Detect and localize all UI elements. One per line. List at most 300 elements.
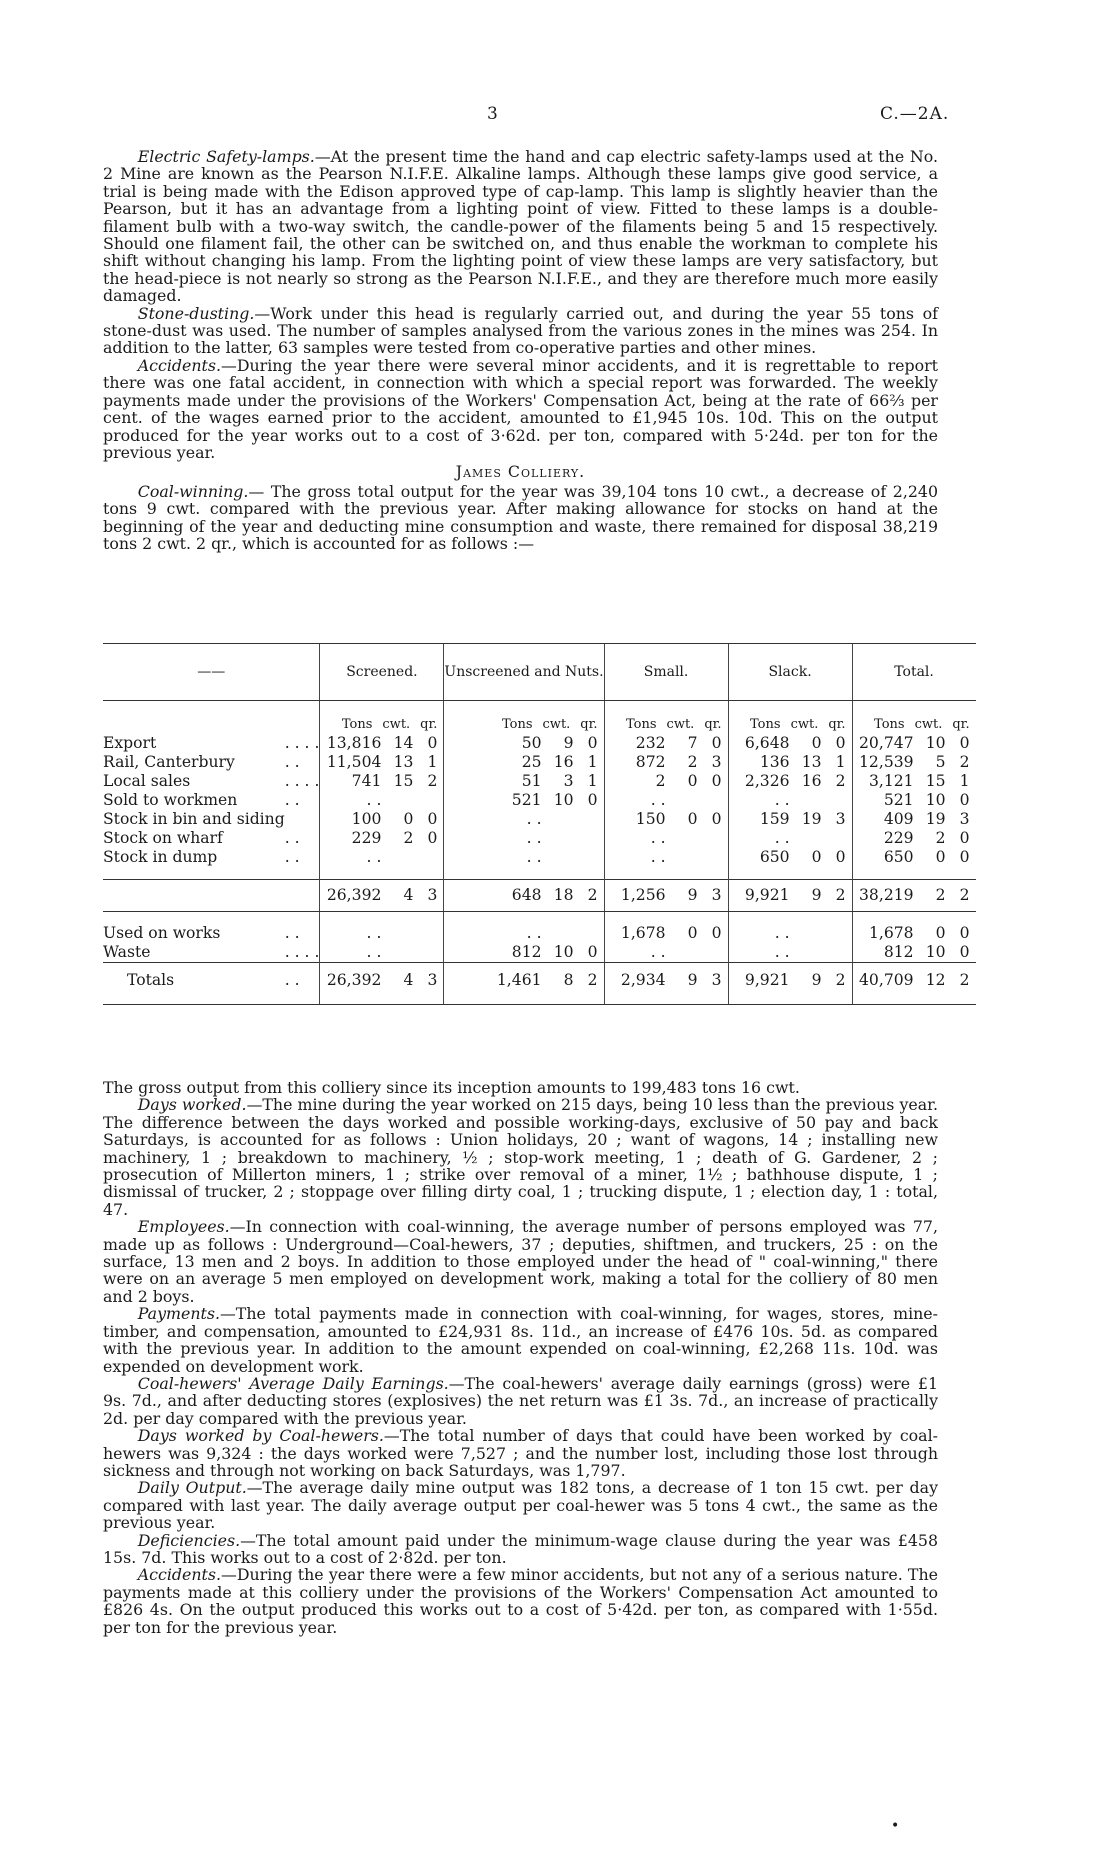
cell-cwt [676, 829, 698, 848]
cell-cwt: 0 [811, 734, 822, 752]
row-leader: . . [284, 791, 300, 809]
cell-tons: 650 [883, 848, 914, 866]
row-label: Rail, Canterbury [103, 753, 235, 771]
cell-qr: 1 [427, 753, 438, 771]
cell-tons: 13,816 [326, 734, 382, 752]
paragraph-body: —The total number of days that could have been worked by coal-hewers was 9,324 : the days worked were 7,527 ; and the number lost, including those lost through sickness and through not working on back Saturdays, was 1,797. [103, 1426, 938, 1480]
paragraph-daily-output [103, 1479, 938, 1531]
cell-tons: . . [526, 924, 542, 942]
cell-cwt [391, 791, 413, 810]
cell-cwt: 15 [925, 772, 946, 790]
table-cell [320, 963, 444, 1005]
table-cell [728, 791, 852, 810]
table-cell [852, 924, 976, 943]
cell-cwt: 9 [563, 734, 574, 752]
cell-cwt: 2 [687, 753, 698, 771]
cell-tons: 229 [883, 829, 914, 847]
paragraph-lead: Coal-hewers' Average Daily Earnings. [137, 1373, 449, 1393]
paragraph-body: —The total amount paid under the minimum-wage clause during the year was £458 15s. 7d. This works out to a cost of 2·82d. per ton. [103, 1530, 938, 1567]
row-leader: . . . . [284, 943, 320, 961]
table-row [103, 829, 976, 848]
cell-cwt [391, 924, 413, 943]
paragraph-days-worked-hewers [103, 1427, 938, 1479]
paragraph-lead: Employees. [137, 1217, 230, 1237]
unit-qr: qr. [828, 717, 846, 732]
table-cell [728, 810, 852, 829]
cell-qr [584, 848, 598, 867]
table-cell [852, 810, 976, 829]
cell-tons: 159 [759, 810, 790, 828]
unit-cwt: cwt. [666, 717, 695, 732]
cell-tons: 650 [759, 848, 790, 866]
table-cell [604, 848, 728, 867]
cell-tons: 2,326 [744, 772, 790, 790]
col-header: Small. [604, 644, 728, 701]
paragraph-daily-earnings [103, 1375, 938, 1427]
cell-tons: 521 [511, 791, 542, 809]
table-cell [320, 791, 444, 810]
cell-cwt: 0 [687, 924, 698, 942]
cell-cwt: 19 [801, 810, 822, 828]
cell-cwt: 5 [935, 753, 946, 771]
table-cell [604, 810, 728, 829]
paragraph-stone-dusting [103, 305, 938, 357]
cell-tons: . . [526, 810, 542, 828]
paragraph-lead: Accidents. [137, 355, 222, 375]
table-cell [728, 880, 852, 912]
table-cell [604, 829, 728, 848]
cell-tons: . . [774, 943, 790, 961]
table-cell [852, 880, 976, 912]
cell-tons: 741 [351, 772, 382, 790]
cell-qr: 0 [587, 943, 598, 961]
table-cell [728, 848, 852, 867]
cell-qr: 1 [587, 753, 598, 771]
row-leader: . . . . [284, 772, 320, 790]
cell-qr [832, 829, 846, 848]
cell-qr: 2 [959, 753, 970, 771]
footer-mark: • [891, 1818, 900, 1834]
table-cell [320, 880, 444, 912]
lower-text-block [103, 1079, 938, 1636]
table-row [103, 753, 976, 772]
cell-qr [584, 924, 598, 943]
cell-cwt: 10 [925, 791, 946, 809]
cell-qr: 0 [959, 924, 970, 942]
paragraph-body: —At the present time the hand and cap electric safety-lamps used at the No. 2 Mine are known as the Pearson N.I.F.E. Alkaline lamps. Although these lamps give good service, a trial is being made with the Edison approved type of cap-lamp. This lamp is slightly heavier than the Pearson, but it has an advantage from a lighting point of view. Fitted to these lamps is a double-filament bulb with a two-way switch, the candle-power of the filaments being 5 and 15 respectively. Should one filament fail, the other can be switched on, and thus enable the workman to complete his shift without changing his lamp. From the lighting point of view these lamps are very satisfactory, but the head-piece is not nearly so strong as the Pearson N.I.F.E., and they are therefore much more easily damaged. [103, 147, 938, 306]
table-cell [852, 848, 976, 867]
cell-cwt: 9 [687, 886, 698, 904]
cell-tons: 232 [635, 734, 666, 752]
table-cell [320, 848, 444, 867]
table-row [103, 734, 976, 753]
cell-tons: . . [366, 924, 382, 942]
cell-cwt: 9 [811, 886, 822, 904]
table-cell [444, 734, 604, 753]
cell-cwt: 0 [935, 924, 946, 942]
cell-tons: 150 [635, 810, 666, 828]
subtotal-row [103, 880, 976, 912]
cell-tons: 11,504 [326, 753, 382, 771]
cell-tons: 136 [759, 753, 790, 771]
cell-cwt [552, 924, 574, 943]
table-cell [604, 943, 728, 963]
col-header: Slack. [728, 644, 852, 701]
disposal-table [103, 643, 970, 1005]
row-label: Stock in dump [103, 848, 218, 866]
unit-qr: qr. [952, 717, 970, 732]
cell-cwt: 0 [403, 810, 414, 828]
cell-qr: 2 [835, 772, 846, 790]
cell-qr [708, 829, 722, 848]
cell-qr: 0 [587, 734, 598, 752]
paragraph-accidents [103, 357, 938, 461]
table-cell [604, 924, 728, 943]
table-cell [852, 753, 976, 772]
table-cell [604, 772, 728, 791]
cell-cwt [552, 810, 574, 829]
cell-tons: 40,709 [859, 971, 914, 989]
cell-cwt [800, 829, 822, 848]
paragraph-lead: Days worked by Coal-hewers. [137, 1426, 384, 1446]
paragraph-body: —The average daily mine output was 182 tons, a decrease of 1 ton 15 cwt. per day compared with last year. The daily average output per coal-hewer was 5 tons 4 cwt., the same as the previous year. [103, 1478, 938, 1533]
table-cell [604, 880, 728, 912]
unit-tons: Tons [874, 717, 905, 732]
cell-tons: . . [650, 829, 666, 847]
cell-cwt: 9 [687, 971, 698, 989]
cell-qr: 2 [959, 886, 970, 904]
cell-tons: 25 [521, 753, 542, 771]
cell-tons: . . [650, 791, 666, 809]
cell-cwt: 0 [811, 848, 822, 866]
cell-cwt: 18 [553, 886, 574, 904]
paragraph-lead: Daily Output. [137, 1478, 247, 1498]
cell-tons: 409 [883, 810, 914, 828]
cell-qr: 0 [711, 924, 722, 942]
unit-cwt: cwt. [382, 717, 411, 732]
row-label: Stock in bin and siding [103, 810, 285, 828]
cell-qr: 2 [587, 886, 598, 904]
paragraph-lead: Coal-winning. [137, 481, 249, 501]
cell-cwt [391, 848, 413, 867]
cell-cwt: 19 [925, 810, 946, 828]
cell-qr: 3 [711, 971, 722, 989]
cell-qr [832, 924, 846, 943]
row-label: Stock on wharf [103, 829, 223, 847]
cell-cwt: 13 [393, 753, 414, 771]
paragraph-lead: Payments. [137, 1304, 220, 1324]
paragraph-body: —Work under this head is regularly carried out, and during the year 55 tons of stone-dust was used. The number of samples analysed from the various zones in the mines was 254. In addition to the latter, 63 samples were tested from co-operative parties and other mines. [103, 303, 938, 358]
cell-cwt: 16 [801, 772, 822, 790]
row-label: Waste [103, 943, 151, 961]
table-cell [444, 791, 604, 810]
paragraph-body: —During the year there were several minor accidents, and it is regrettable to report there was one fatal accident, in connection with which a special report was forwarded. The weekly payments made under the provisions of the Workers' Compensation Act, being at the rate of 66⅔ per cent. of the wages earned prior to the accident, amounted to £1,945 10s. 10d. This on the output produced for the year works out to a cost of 3·62d. per ton, compared with 5·24d. per ton for the previous year. [103, 355, 938, 462]
col-header: Screened. [320, 644, 444, 701]
cell-tons: . . [366, 791, 382, 809]
cell-tons: 9,921 [744, 886, 790, 904]
cell-qr: 0 [711, 734, 722, 752]
cell-cwt [552, 848, 574, 867]
cell-tons: . . [774, 829, 790, 847]
unit-tons: Tons [626, 717, 657, 732]
cell-qr: 2 [835, 971, 846, 989]
cell-tons: 20,747 [859, 734, 914, 752]
cell-cwt [800, 943, 822, 962]
cell-tons: 1,461 [496, 971, 542, 989]
cell-cwt [676, 943, 698, 962]
cell-tons: . . [774, 924, 790, 942]
paragraph-body: —The total payments made in connection with coal-winning, for wages, stores, mine-timber, and compensation, amounted to £24,931 8s. 11d., an increase of £476 10s. 5d. as compared with the previous year. In addition to the amount expended on coal-winning, £2,268 11s. 10d. was expended on development work. [103, 1304, 938, 1376]
units-row [103, 701, 976, 735]
cell-tons: 1,678 [620, 924, 666, 942]
cell-tons: . . [650, 848, 666, 866]
cell-cwt: 12 [925, 971, 946, 989]
table-cell [852, 734, 976, 753]
cell-qr: 3 [959, 810, 970, 828]
cell-qr: 3 [427, 886, 438, 904]
cell-qr: 0 [427, 829, 438, 847]
paragraph-safety-lamps [103, 148, 938, 305]
cell-qr [584, 829, 598, 848]
unit-tons: Tons [341, 717, 373, 732]
table-cell [320, 943, 444, 963]
cell-qr: 1 [959, 772, 970, 790]
table-cell [320, 734, 444, 753]
table-cell [852, 791, 976, 810]
cell-qr [708, 791, 722, 810]
cell-tons: 872 [635, 753, 666, 771]
paragraph-body: —The coal-hewers' average daily earnings (gross) were £1 9s. 7d., and after deducting stores (explosives) the net return was £1 3s. 7d., an increase of practically 2d. per day compared with the previous year. [103, 1373, 938, 1428]
cell-cwt: 10 [553, 791, 574, 809]
cell-qr [832, 943, 846, 962]
paragraph-payments [103, 1305, 938, 1375]
row-leader: . . [284, 753, 300, 771]
cell-cwt: 15 [393, 772, 414, 790]
cell-tons: 6,648 [744, 734, 790, 752]
cell-tons: . . [366, 848, 382, 866]
section-title: James Colliery. [455, 462, 586, 482]
cell-cwt: 2 [935, 886, 946, 904]
table-cell [852, 963, 976, 1005]
cell-cwt: 16 [553, 753, 574, 771]
unit-qr: qr. [580, 717, 598, 732]
cell-cwt: 7 [687, 734, 698, 752]
cell-tons: 100 [351, 810, 382, 828]
cell-tons: 3,121 [868, 772, 914, 790]
cell-cwt [800, 924, 822, 943]
cell-cwt: 0 [687, 772, 698, 790]
cell-tons: 1,256 [620, 886, 666, 904]
row-label: Used on works [103, 924, 221, 942]
cell-qr: 0 [959, 943, 970, 961]
table-corner: —— [103, 644, 320, 701]
table-row [103, 848, 976, 867]
paragraph-employees [103, 1218, 938, 1305]
table-row [103, 791, 976, 810]
cell-tons: 2,934 [620, 971, 666, 989]
table-cell [852, 772, 976, 791]
cell-cwt: 9 [811, 971, 822, 989]
cell-cwt: 13 [801, 753, 822, 771]
cell-cwt [676, 791, 698, 810]
table-cell [444, 772, 604, 791]
table-row [103, 772, 976, 791]
table-cell [444, 880, 604, 912]
table-cell [320, 829, 444, 848]
upper-text-block [103, 148, 938, 552]
cell-cwt: 4 [403, 971, 414, 989]
table-row [103, 924, 976, 943]
cell-qr: 2 [427, 772, 438, 790]
table-cell [444, 753, 604, 772]
row-leader: . . [284, 924, 300, 942]
cell-qr: 1 [587, 772, 598, 790]
paragraph-coal-winning [103, 483, 938, 553]
table-cell [852, 829, 976, 848]
paragraph-body: —During the year there were a few minor accidents, but not any of a serious nature. The payments made at this colliery under the provisions of the Workers' Compensation Act amounted to £826 4s. On the output produced this works out to a cost of 5·42d. per ton, as compared with 1·55d. per ton for the previous year. [103, 1565, 938, 1637]
table-cell [320, 772, 444, 791]
table-cell [444, 943, 604, 963]
cell-qr: 0 [959, 791, 970, 809]
cell-tons: 2 [655, 772, 666, 790]
cell-tons: . . [650, 943, 666, 961]
table-cell [320, 753, 444, 772]
table-cell [444, 848, 604, 867]
cell-qr: 0 [959, 734, 970, 752]
cell-qr: 0 [427, 810, 438, 828]
paragraph-body: —In connection with coal-winning, the average number of persons employed was 77, made up as follows : Underground—Coal-hewers, 37 ; deputies, shiftmen, and truckers, 25 : on the surface, 13 men and 2 boys. In addition to those employed under the head of " coal-winning," there were on an average 5 men employed on development work, making a total for the colliery of 80 men and 2 boys. [103, 1217, 938, 1306]
col-header: Total. [852, 644, 976, 701]
table-cell [444, 924, 604, 943]
totals-row [103, 963, 976, 1005]
cell-cwt: 0 [687, 810, 698, 828]
paragraph-gross-output: The gross output from this colliery since its inception amounts to 199,483 tons 16 cwt. [103, 1078, 800, 1097]
paragraph-accidents-james [103, 1566, 938, 1636]
cell-qr: 2 [587, 971, 598, 989]
cell-qr: 2 [835, 886, 846, 904]
table-cell [604, 753, 728, 772]
row-label: Local sales [103, 772, 191, 790]
page-number: 3 [487, 104, 498, 124]
cell-qr: 0 [427, 734, 438, 752]
cell-qr: 0 [959, 848, 970, 866]
cell-cwt [391, 943, 413, 962]
paragraph-lead: Days worked. [137, 1095, 247, 1115]
paragraph-deficiencies [103, 1532, 938, 1567]
table-row [103, 810, 976, 829]
unit-cwt: cwt. [914, 717, 943, 732]
table-row [103, 943, 976, 963]
unit-tons: Tons [501, 717, 533, 732]
cell-tons: 51 [521, 772, 542, 790]
row-leader: . . . . [284, 734, 320, 752]
table-cell [728, 963, 852, 1005]
cell-qr [423, 924, 437, 943]
totals-label: Totals [103, 963, 285, 1005]
cell-cwt: 10 [925, 943, 946, 961]
cell-tons: 648 [511, 886, 542, 904]
row-label: Export [103, 734, 157, 752]
cell-tons: . . [526, 848, 542, 866]
cell-qr: 0 [959, 829, 970, 847]
unit-cwt: cwt. [542, 717, 571, 732]
unit-tons: Tons [750, 717, 781, 732]
cell-qr [708, 848, 722, 867]
table-cell [728, 829, 852, 848]
cell-cwt: 10 [553, 943, 574, 961]
row-leader: . . [285, 963, 320, 1005]
cell-tons: 26,392 [326, 971, 382, 989]
unit-qr: qr. [704, 717, 722, 732]
cell-cwt: 0 [935, 848, 946, 866]
cell-cwt: 2 [935, 829, 946, 847]
table-cell [444, 829, 604, 848]
unit-qr: qr. [420, 717, 438, 732]
cell-tons: 26,392 [326, 886, 382, 904]
table-cell [728, 772, 852, 791]
table-cell [604, 734, 728, 753]
paragraph-body: —The mine during the year worked on 215 days, being 10 less than the previous year. The difference between the days worked and possible working-days, exclusive of 50 pay and back Saturdays, is accounted for as follows : Union holidays, 20 ; want of wagons, 14 ; installing new machinery, 1 ; breakdown to machinery, ½ ; stop-work meeting, 1 ; death of G. Gardener, 2 ; prosecution of Millerton miners, 1 ; strike over removal of a miner, 1½ ; bathhouse dispute, 1 ; dismissal of trucker, 2 ; stoppage over filling dirty coal, 1 ; trucking dispute, 1 ; election day, 1 : total, 47. [103, 1095, 938, 1219]
unit-cwt: cwt. [790, 717, 819, 732]
cell-qr: 0 [711, 810, 722, 828]
cell-qr [423, 791, 437, 810]
cell-cwt: 3 [563, 772, 574, 790]
table-cell [852, 943, 976, 963]
cell-qr: 3 [711, 753, 722, 771]
paragraph-lead: Stone-dusting. [137, 303, 255, 323]
row-leader [285, 810, 320, 829]
cell-tons: . . [774, 791, 790, 809]
cell-tons: 229 [351, 829, 382, 847]
table-cell [728, 734, 852, 753]
cell-tons: 50 [521, 734, 542, 752]
col-header: Unscreened and Nuts. [444, 644, 604, 701]
cell-cwt: 14 [393, 734, 414, 752]
paragraph-lead: Electric Safety-lamps. [137, 147, 315, 166]
row-label: Sold to workmen [103, 791, 238, 809]
cell-qr [423, 943, 437, 962]
cell-tons: . . [526, 829, 542, 847]
cell-tons: 521 [883, 791, 914, 809]
cell-qr: 0 [711, 772, 722, 790]
cell-tons: 812 [511, 943, 542, 961]
table-cell [604, 963, 728, 1005]
cell-qr: 1 [835, 753, 846, 771]
cell-cwt: 2 [403, 829, 414, 847]
cell-cwt: 4 [403, 886, 414, 904]
paragraph-lead: Accidents. [137, 1565, 222, 1585]
cell-cwt [552, 829, 574, 848]
cell-tons: 9,921 [744, 971, 790, 989]
cell-tons: 812 [883, 943, 914, 961]
cell-qr [423, 848, 437, 867]
paragraph-days-worked [103, 1096, 938, 1218]
table-cell [728, 924, 852, 943]
row-leader: . . [284, 848, 300, 866]
cell-qr [708, 943, 722, 962]
table-cell [604, 791, 728, 810]
table-cell [320, 810, 444, 829]
cell-qr [832, 791, 846, 810]
paragraph-lead: Deficiencies. [137, 1530, 241, 1550]
paragraph-body: — The gross total output for the year was 39,104 tons 10 cwt., a decrease of 2,240 tons 9 cwt. compared with the previous year. After making allowance for stocks on hand at the beginning of the year and deducting mine consumption and waste, there remained for disposal 38,219 tons 2 cwt. 2 qr., which is accounted for as follows :— [103, 481, 938, 553]
cell-tons: 38,219 [859, 886, 914, 904]
cell-cwt [676, 848, 698, 867]
cell-tons: . . [366, 943, 382, 961]
cell-qr [584, 810, 598, 829]
cell-qr: 0 [587, 791, 598, 809]
cell-cwt: 8 [563, 971, 574, 989]
